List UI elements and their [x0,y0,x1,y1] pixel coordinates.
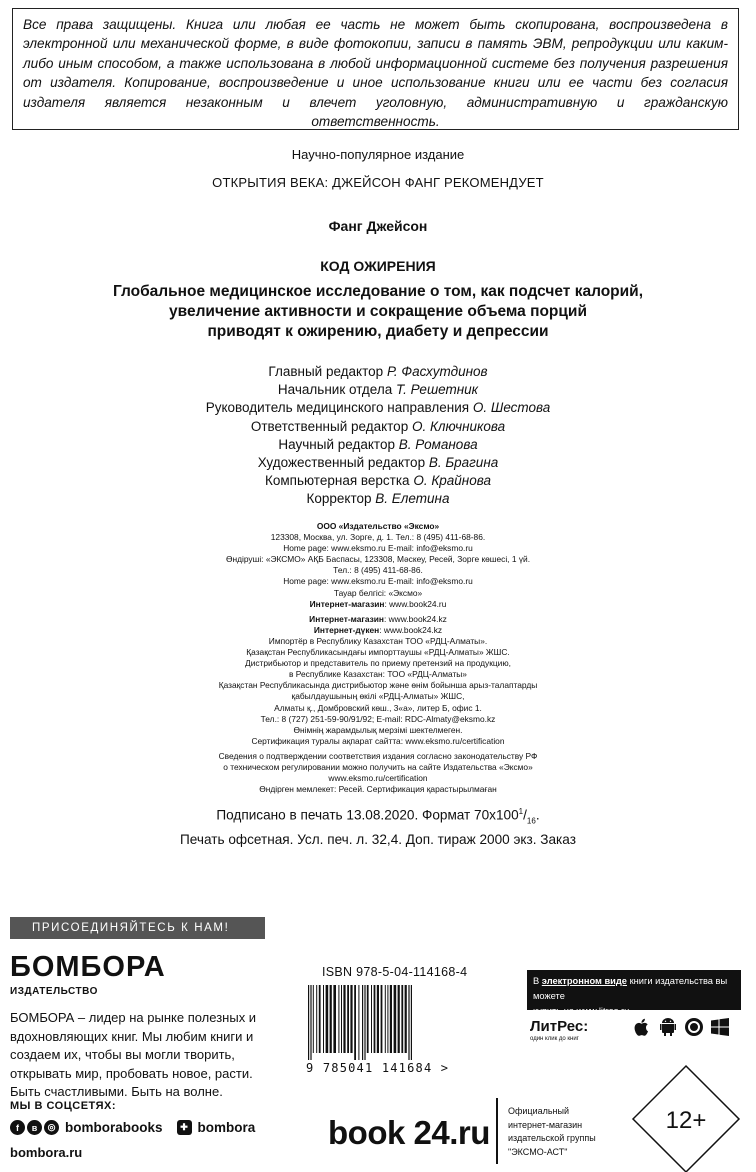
barcode-bar [350,985,352,1053]
importer-line: Сертификация туралы ақпарат сайтта: www.eksmo.ru/certification [251,735,505,746]
importer-line: Қазақстан Республикасында дистрибьютор және өнім бойынша арыз-талаптарды [218,680,538,691]
bombora-description: БОМБОРА – лидер на рынке полезных и вдохновляющих книг. Мы любим книги и создаем их, чтобы вы могли творить, открывать мир, пробовать новое, расти. Быть счастливыми. Быть на волне. [10,1010,257,1099]
book-subtitle [0,282,756,342]
barcode-bar [333,985,336,1053]
barcode-bar [371,985,372,1053]
barcode-bar [377,985,379,1053]
barcode-bar [313,985,314,1053]
barcode-bar [367,985,369,1053]
ebook-notice [527,970,741,1016]
age-rating-text: 12+ [665,1107,707,1134]
staff-row [0,436,756,454]
subtitle-line: увеличение активности и сокращение объема порций [169,303,587,320]
staff-row [0,490,756,508]
staff-role: Художественный редактор [257,455,426,471]
barcode-bar [316,985,317,1053]
barcode-bar [398,985,400,1053]
social-handle-bombora[interactable]: bombora [197,1120,256,1135]
litres-logo: ЛитРес: [530,1018,589,1035]
isbn-label: ISBN 978-5-04-114168-4 [322,965,468,979]
staff-person: О. Крайнова [413,473,492,489]
ebook-reader-icon [684,1016,704,1038]
barcode-bar [362,985,363,1060]
shop-url: : www.book24.kz [383,613,447,624]
staff-row [0,454,756,472]
publisher-address: 123308, Москва, ул. Зорге, д. 1. Тел.: 8 (495) 411-68-86. [270,532,486,543]
author-name: Фанг Джейсон [328,218,428,234]
genre-label: Научно-популярное издание [291,147,465,162]
social-heading: МЫ В СОЦСЕТЯХ: [10,1100,117,1112]
ebook-prefix: В [533,976,540,986]
cert-line: Өндірген мемлекет: Ресей. Сертификация қарастырылмаған [259,784,497,795]
facebook-icon[interactable]: f [10,1120,25,1135]
bombora-website[interactable]: bombora.ru [10,1145,83,1160]
apple-icon [632,1016,652,1038]
staff-person: Р. Фасхутдинов [386,364,488,379]
shop-label: Интернет-магазин [309,598,385,609]
barcode-bar [408,985,409,1060]
isbn-barcode [306,985,478,1060]
importer-line: қабылдаушының өкілі «РДЦ-Алматы» ЖШС, [291,691,465,702]
trademark: Тауар белгісі: «Эксмо» [333,587,423,598]
barcode-bar [341,985,342,1053]
staff-role: Главный редактор [268,364,384,379]
publisher-name: ООО «Издательство «Эксмо» [316,521,440,531]
barcode-bar [308,985,309,1060]
subtitle-line: Глобальное медицинское исследование о том, как подсчет калорий, [112,283,644,300]
imprint-block [0,521,756,795]
barcode-digits: 9 785041 141684 > [306,1061,450,1075]
print-signed: Подписано в печать 13.08.2020. Формат 70х100 [216,807,519,823]
format-numerator: 1 [518,807,524,816]
staff-row [0,472,756,490]
importer-line: Импортёр в Республику Казахстан ТОО «РДЦ-Алматы». [268,635,488,646]
instagram-icon[interactable]: ◎ [44,1120,59,1135]
barcode-bar [411,985,412,1060]
divider [496,1098,498,1164]
staff-role: Ответственный редактор [250,418,409,434]
join-label: ПРИСОЕДИНЯЙТЕСЬ К НАМ! [32,922,230,934]
staff-role: Корректор [306,491,372,507]
litres-tagline: один клик до книг [530,1036,579,1042]
importer-line: Алматы қ., Домбровский көш., 3«а», литер Б, офис 1. [274,702,482,713]
importer-line: Тел.: 8 (727) 251-59-90/91/92; E-mail: RDC-Almaty@eksmo.kz [260,713,496,724]
barcode-bar [323,985,324,1053]
shop-info-line: интернет-магазин [508,1119,583,1130]
shop-label: Интернет-дүкен [313,624,380,635]
barcode-bar [319,985,321,1053]
barcode-bar [358,985,359,1060]
ebook-suffix: книги издательства вы можете [533,976,728,1001]
barcode-bar [330,985,332,1053]
social-links [10,1120,269,1135]
staff-list [0,363,756,509]
subtitle-line: приводят к ожирению, диабету и депрессии [207,323,549,340]
cert-line: Сведения о подтверждении соответствия издания согласно законодательству РФ [218,750,538,761]
barcode-bar [343,985,345,1053]
publisher-web: Home page: www.eksmo.ru E-mail: info@eksmo.ru [283,576,473,587]
barcode-bar [326,985,329,1053]
publisher-web: Home page: www.eksmo.ru E-mail: info@eksmo.ru [283,543,473,554]
shop-info-line: издательской группы [508,1133,596,1143]
barcode-bar [387,985,388,1053]
staff-row [0,399,756,417]
shop-url: : www.book24.ru [384,598,447,609]
print-details: Печать офсетная. Усл. печ. л. 32,4. Доп. тираж 2000 экз. Заказ [180,832,576,848]
barcode-bar [405,985,407,1053]
age-rating-badge [631,1064,741,1172]
importer-line: в Республике Казахстан: ТОО «РДЦ-Алматы» [289,669,467,680]
series-name: ОТКРЫТИЯ ВЕКА: ДЖЕЙСОН ФАНГ РЕКОМЕНДУЕТ [212,175,544,190]
barcode-bar [354,985,356,1060]
barcode-bar [374,985,376,1053]
book-title: КОД ОЖИРЕНИЯ [320,258,436,274]
copyright-notice [12,8,739,130]
staff-person: О. Ключникова [411,418,506,434]
barcode-bar [385,985,386,1053]
barcode-bar [394,985,397,1053]
staff-person: Т. Решетник [396,382,479,398]
staff-person: О. Шестова [472,400,551,416]
barcode-bar [347,985,349,1053]
barcode-bar [401,985,403,1053]
staff-person: В. Романова [398,436,478,452]
barcode-bar [338,985,339,1053]
kz-printer: Өндіруші: «ЭКСМО» АҚБ Баспасы, 123308, Мәскеу, Ресей, Зорге көшесі, 1 үй. [225,554,531,565]
windows-icon [710,1016,730,1038]
bombora-subtitle: ИЗДАТЕЛЬСТВО [10,986,98,997]
staff-row [0,418,756,436]
kz-phone: Тел.: 8 (495) 411-68-86. [333,565,423,576]
staff-person: В. Елетина [375,491,450,507]
barcode-bar [381,985,383,1053]
copyright-text: Все права защищены. Книга или любая ее часть не может быть скопирована, воспроизведена в электронной или механической форме, в виде фотокопии, записи в память ЭВМ, репродукции или каким-либо иным способом, а также использована в любой информационной системе без получения разрешения от издателя. Копирование, воспроизведение и иное использование книги или ее части без согласия издателя является незаконным и влечет уголовную, административную и гражданскую ответственность. [23,17,728,130]
staff-role: Компьютерная верстка [264,473,410,489]
shop-info-line: Официальный [508,1106,570,1116]
importer-line: Дистрибьютор и представитель по приему претензий на продукцию, [245,658,511,669]
staff-row [0,381,756,399]
ebook-link[interactable]: электронном виде [541,976,627,986]
platform-icons [632,1016,730,1038]
shop-info-line: "ЭКСМО-АСТ" [508,1146,568,1157]
social-handle-bomborabooks[interactable]: bomborabooks [65,1120,163,1135]
print-info: Подписано в печать 13.08.2020. Формат $70х100^1/_{16}$. Печать офсетная. Усл. печ. л. 32,4. Доп. тираж 2000 экз. Заказ [0,802,756,849]
cert-line: о техническом регулировании можно получить на сайте Издательства «Эксмо» [223,761,533,772]
staff-person: В. Брагина [428,455,499,471]
staff-role: Научный редактор [278,436,395,452]
android-icon [658,1016,678,1038]
shop-url: : www.book24.kz [379,624,443,635]
join-banner [10,917,265,939]
staff-role: Руководитель медицинского направления [205,400,470,416]
telegram-icon[interactable]: ✚ [177,1120,192,1135]
importer-line: Өнімнің жарамдылық мерзімі шектелмеген. [293,724,463,735]
shop-label: Интернет-магазин [309,613,384,624]
cert-line: www.eksmo.ru/certification [328,773,428,784]
bombora-logo: БОМБОРА [10,951,166,983]
barcode-bar [390,985,392,1053]
barcode-bar [310,985,311,1060]
ebook-line2: купить на www.litres.ru [533,1006,630,1016]
staff-row [0,363,756,381]
format-denominator: 16 [526,816,536,826]
importer-line: Қазақстан Республикасындағы импорттаушы «РДЦ-Алматы» ЖШС. [246,647,510,658]
barcode-bar [364,985,365,1060]
staff-role: Начальник отдела [277,382,393,398]
shop-info [508,1105,596,1159]
vk-icon[interactable]: в [27,1120,42,1135]
book24-logo: book 24.ru [328,1114,490,1151]
